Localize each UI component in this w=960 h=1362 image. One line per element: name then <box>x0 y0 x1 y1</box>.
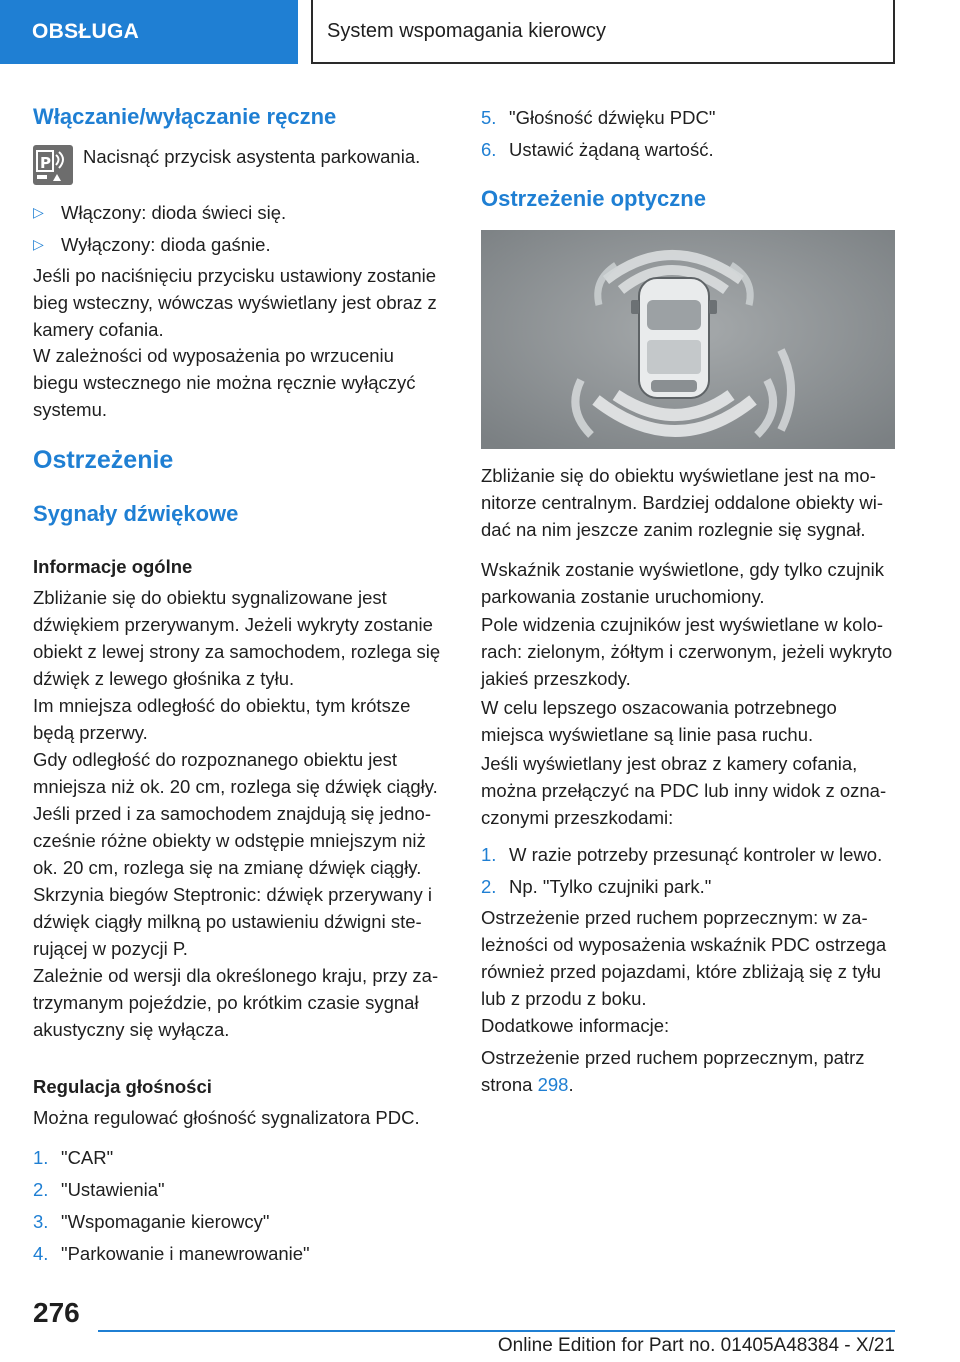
icon-instruction: Nacisnąć przycisk asystenta parkowania. <box>83 146 421 167</box>
paragraph: Jeśli wyświetlany jest obraz z kamery cofania, można przełączyć na PDC lub inny widok z oznaczonymi przeszkodami: <box>481 753 887 828</box>
paragraph: Zbliżanie się do obiektu wyświetlane jest na monitorze centralnym. Bardziej oddalone obiekty widać na nim jeszcze zanim rozlegnie się sygnał. <box>481 465 884 540</box>
heading-volume: Regulacja głośności <box>33 1076 212 1097</box>
heading-sound-signals: Sygnały dźwiękowe <box>33 501 239 526</box>
paragraph: Można regulować głośność sygnalizatora PDC. <box>33 1107 420 1128</box>
triangle-bullet-icon: ▷ <box>33 236 44 252</box>
page-link[interactable]: 298 <box>537 1074 569 1095</box>
heading-general-info: Informacje ogólne <box>33 556 193 577</box>
svg-text:P: P <box>40 154 51 172</box>
paragraph: Wskaźnik zostanie wyświetlone, gdy tylko czujnik parkowania zostanie uruchomiony. <box>481 559 885 607</box>
paragraph: Skrzynia biegów Steptronic: dźwięk przerywany i dźwięk ciągły milkną po ustawieniu dźwigni sterującej w pozycji P. <box>33 884 432 959</box>
paragraph: Ostrzeżenie przed ruchem poprzecznym, patrz strona 298. <box>481 1047 865 1095</box>
paragraph: Pole widzenia czujników jest wyświetlane w kolorach: zielonym, żółtym i czerwonym, jeżeli wykryto jakieś przeszkody. <box>481 614 893 689</box>
paragraph: Ostrzeżenie przed ruchem poprzecznym: w zależności od wyposażenia wskaźnik PDC ostrzega również przed pojazdami, które zbliżają się z tyłu lub z przodu z boku. <box>481 907 887 1009</box>
footer-divider <box>98 1330 895 1332</box>
paragraph: Zbliżanie się do obiektu sygnalizowane jest dźwiękiem przerywanym. Jeżeli wykryty zostanie obiekt z lewej strony za samochodem, rozlega się dźwięk z lewego głośnika z tyłu. <box>33 587 441 689</box>
page-number: 276 <box>33 1297 80 1328</box>
triangle-bullet-icon: ▷ <box>33 204 44 220</box>
paragraph: W zależności od wyposażenia po wrzuceniu biegu wstecznego nie można ręcznie wyłączyć systemu. <box>33 345 416 420</box>
edition-note: Online Edition for Part no. 01405A48384 - X/21 <box>497 1335 895 1356</box>
pdc-display-illustration <box>481 230 895 449</box>
section-tab: OBSŁUGA <box>0 0 298 64</box>
parking-assistant-icon <box>33 145 73 185</box>
paragraph: Jeśli po naciśnięciu przycisku ustawiony zostanie bieg wsteczny, wówczas wyświetlany jest obraz z kamery cofania. <box>33 265 437 340</box>
heading-warning: Ostrzeżenie <box>33 446 174 474</box>
paragraph: W celu lepszego oszacowania potrzebnego miejsca wyświetlane są linie pasa ruchu. <box>481 697 837 745</box>
paragraph: Gdy odległość do rozpoznanego obiektu jest mniejsza niż ok. 20 cm, rozlega się dźwięk ciągły. <box>33 749 438 797</box>
paragraph: Zależnie od wersji dla określonego kraju, przy zatrzymanym pojeździe, po krótkim czasie sygnał akustyczny się wyłącza. <box>33 965 439 1040</box>
heading-optical-warning: Ostrzeżenie optyczne <box>481 186 706 211</box>
heading-manual-toggle: Włączanie/wyłączanie ręczne <box>33 104 337 129</box>
chapter-title: System wspomagania kierowcy <box>311 0 895 64</box>
paragraph: Jeśli przed i za samochodem znajdują się jednocześnie różne obiekty w odstępie mniejszym niż ok. 20 cm, rozlega się na zmianę dźwięk ciągły. <box>33 803 431 878</box>
paragraph: Im mniejsza odległość do obiektu, tym krótsze będą przerwy. <box>33 695 411 743</box>
paragraph: Dodatkowe informacje: <box>481 1015 670 1036</box>
